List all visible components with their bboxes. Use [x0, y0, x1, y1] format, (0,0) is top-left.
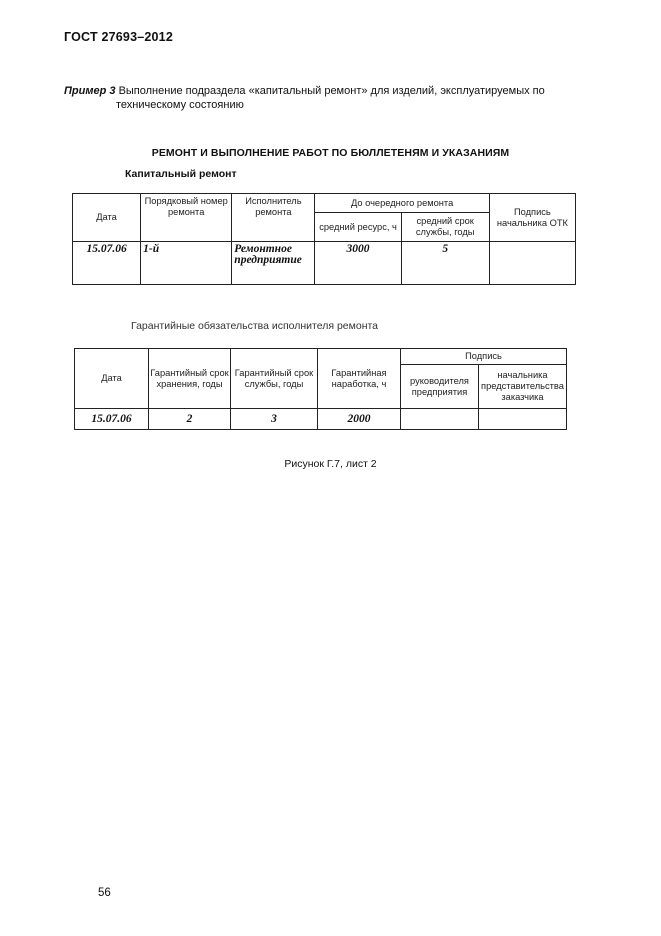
row-executor: Ремонтное предприятие — [232, 242, 315, 285]
row-signature-otk — [489, 242, 575, 285]
capital-repair-table — [72, 193, 576, 285]
page-number: 56 — [98, 887, 111, 899]
header-avg-service-life: средний срок службы, годы — [401, 213, 489, 242]
warranty-section-title: Гарантийные обязательства исполнителя ремонта — [131, 320, 379, 332]
example-label: Пример 3 — [64, 85, 116, 97]
header-seq-number: Порядковый номер ремонта — [141, 194, 232, 242]
example-paragraph — [64, 84, 604, 112]
w-header-operating-time: Гарантийная наработка, ч — [318, 349, 401, 409]
header-executor: Исполнитель ремонта — [232, 194, 315, 242]
row-avg-resource: 3000 — [315, 242, 401, 285]
w-row-storage-period: 2 — [149, 409, 231, 430]
w-header-sig-customer-rep: начальника представительства заказчика — [479, 365, 567, 409]
w-row-date: 15.07.06 — [75, 409, 149, 430]
row-avg-service-life: 5 — [401, 242, 489, 285]
w-header-signature: Подпись — [401, 349, 567, 365]
capital-repair-subtitle: Капитальный ремонт — [125, 168, 237, 180]
w-header-sig-enterprise-head: руководителя предприятия — [401, 365, 479, 409]
w-row-sig-enterprise-head — [401, 409, 479, 430]
w-header-date: Дата — [75, 349, 149, 409]
w-header-storage-period: Гарантийный срок хранения, годы — [149, 349, 231, 409]
row-date: 15.07.06 — [73, 242, 141, 285]
header-signature-otk: Подпись начальника ОТК — [489, 194, 575, 242]
header-avg-resource: средний ресурс, ч — [315, 213, 401, 242]
example-text-line1: Выполнение подраздела «капитальный ремонт» для изделий, эксплуатируемых по — [118, 85, 545, 97]
header-until-next-repair: До очередного ремонта — [315, 194, 489, 213]
w-row-sig-customer-rep — [479, 409, 567, 430]
document-code: ГОСТ 27693–2012 — [64, 30, 173, 44]
row-seq-number: 1-й — [141, 242, 232, 285]
warranty-table — [74, 348, 567, 430]
w-row-service-life: 3 — [231, 409, 318, 430]
example-text-line2: техническому состоянию — [116, 99, 244, 111]
figure-caption: Рисунок Г.7, лист 2 — [284, 458, 377, 470]
header-date: Дата — [73, 194, 141, 242]
w-header-service-life: Гарантийный срок службы, годы — [231, 349, 318, 409]
w-row-operating-time: 2000 — [318, 409, 401, 430]
repair-section-title: РЕМОНТ И ВЫПОЛНЕНИЕ РАБОТ ПО БЮЛЛЕТЕНЯМ И УКАЗАНИЯМ — [151, 147, 510, 159]
